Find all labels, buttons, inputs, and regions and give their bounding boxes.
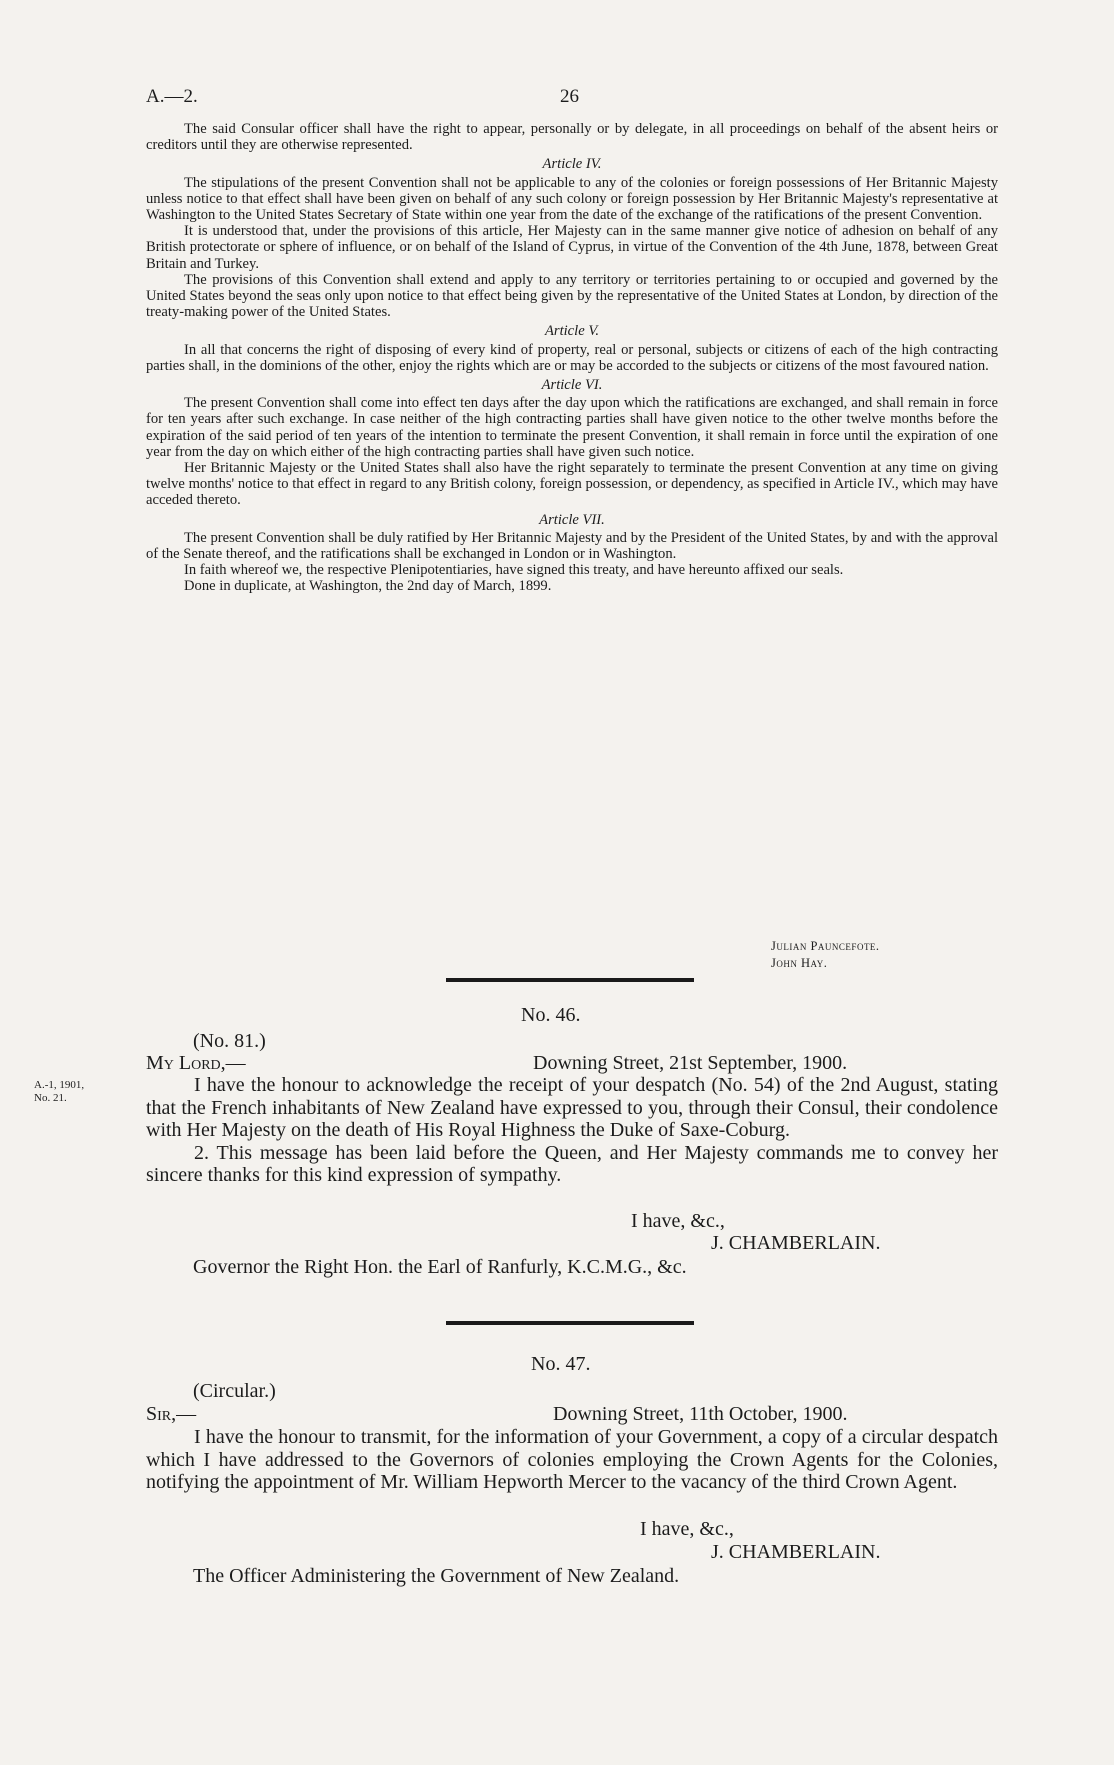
article-5-paragraph-1: In all that concerns the right of disposing of every kind of property, real or personal, subjects or citizens of each of the high contracting parties shall, in the dominions of the other, enjoy the rights which are or may be accorded to the subjects or citizens of the most favoured nation. [146,341,998,374]
no47-subref: (Circular.) [193,1380,276,1402]
article-6-paragraph-1: The present Convention shall come into effect ten days after the day upon which the ratifications are exchanged, and shall remain in force for ten years after such exchange. In case neither of the high contracting parties shall have given notice to the other twelve months before the expiration of the said period of ten years of the intention to terminate the present Convention, it shall remain in force until the expiration of one year from the day on which either of the high contracting parties shall have given such notice. [146,395,998,460]
no46-paragraph-1: I have the honour to acknowledge the receipt of your despatch (No. 54) of the 2nd August, stating that the French inhabitants of New Zealand have expressed to you, through their Consul, their condolence with Her Majesty on the death of His Royal Highness the Duke of Saxe-Coburg. [146,1074,998,1142]
no47-paragraph-1: I have the honour to transmit, for the information of your Government, a copy of a circular despatch which I have addressed to the Governors of colonies employing the Crown Agents for the Colonies, notifying the appointment of Mr. William Hepworth Mercer to the vacancy of the third Crown Agent. [146,1426,998,1494]
treaty-text [146,121,998,595]
no46-addressee: Governor the Right Hon. the Earl of Ranfurly, K.C.M.G., &c. [193,1256,687,1278]
no46-signature: J. CHAMBERLAIN. [711,1232,881,1254]
article-4-paragraph-3: The provisions of this Convention shall extend and apply to any territory or territories pertaining to or occupied and governed by the United States beyond the seas only upon notice to that effect being given by the representative of the United States at London, by direction of the treaty-making power of the United States. [146,271,998,321]
no47-salutation: Sir,— [146,1403,197,1425]
document-reference: A.—2. [146,86,198,107]
article-4-paragraph-2: It is understood that, under the provisions of this article, Her Majesty can in the same manner give notice of adhesion on behalf of any British protectorate or sphere of influence, or on behalf of the Island of Cyprus, in virtue of the Convention of the 4th June, 1878, between Great Britain and Turkey. [146,223,998,272]
no47-body [146,1426,998,1494]
no47-place-date: Downing Street, 11th October, 1900. [553,1403,848,1425]
section-divider-2 [446,1321,694,1325]
margin-reference-1: A.-1, 1901, [34,1079,85,1091]
article-7-paragraph-2: In faith whereof we, the respective Plenipotentiaries, have signed this treaty, and have hereunto affixed our seals. [184,562,844,579]
margin-reference-2: No. 21. [34,1092,67,1104]
article-7-heading: Article VII. [539,511,605,528]
signatory-1: Julian Pauncefote. [771,939,880,953]
page-number: 26 [560,86,579,107]
no46-body [146,1074,998,1187]
no47-title: No. 47. [531,1353,591,1375]
article-4-heading: Article IV. [542,156,602,173]
no47-closing: I have, &c., [640,1518,734,1540]
no47-addressee: The Officer Administering the Government of New Zealand. [193,1565,680,1587]
no46-closing: I have, &c., [631,1210,725,1232]
consular-paragraph: The said Consular officer shall have the right to appear, personally or by delegate, in all proceedings on behalf of the absent heirs or creditors until they are otherwise represented. [146,121,998,154]
article-7-paragraph-3: Done in duplicate, at Washington, the 2nd day of March, 1899. [184,578,552,595]
signatory-2: John Hay. [771,956,828,970]
no46-salutation: My Lord,— [146,1052,246,1074]
section-divider-1 [446,978,694,982]
no46-paragraph-2: 2. This message has been laid before the Queen, and Her Majesty commands me to convey her sincere thanks for this kind expression of sympathy. [146,1141,998,1187]
no46-place-date: Downing Street, 21st September, 1900. [533,1052,848,1074]
article-5-heading: Article V. [544,323,600,340]
article-6-paragraph-2: Her Britannic Majesty or the United States shall also have the right separately to terminate the present Convention at any time on giving twelve months' notice to that effect in regard to any British colony, foreign possession, or dependency, as specified in Article IV., which may have acceded thereto. [146,460,998,509]
article-6-heading: Article VI. [541,377,603,394]
no46-title: No. 46. [521,1004,581,1026]
article-7-paragraph-1: The present Convention shall be duly ratified by Her Britannic Majesty and by the President of the United States, by and with the approval of the Senate thereof, and the ratifications shall be exchanged in London or in Washington. [146,529,998,563]
article-4-paragraph-1: The stipulations of the present Convention shall not be applicable to any of the colonies or foreign possessions of Her Britannic Majesty unless notice to that effect shall have been given on behalf of any such colony or foreign possession by Her Britannic Majesty's representative at Washington to the United States Secretary of State within one year from the date of the exchange of the ratifications of the present Convention. [146,174,998,224]
no46-subref: (No. 81.) [193,1030,266,1052]
no47-signature: J. CHAMBERLAIN. [711,1541,881,1563]
